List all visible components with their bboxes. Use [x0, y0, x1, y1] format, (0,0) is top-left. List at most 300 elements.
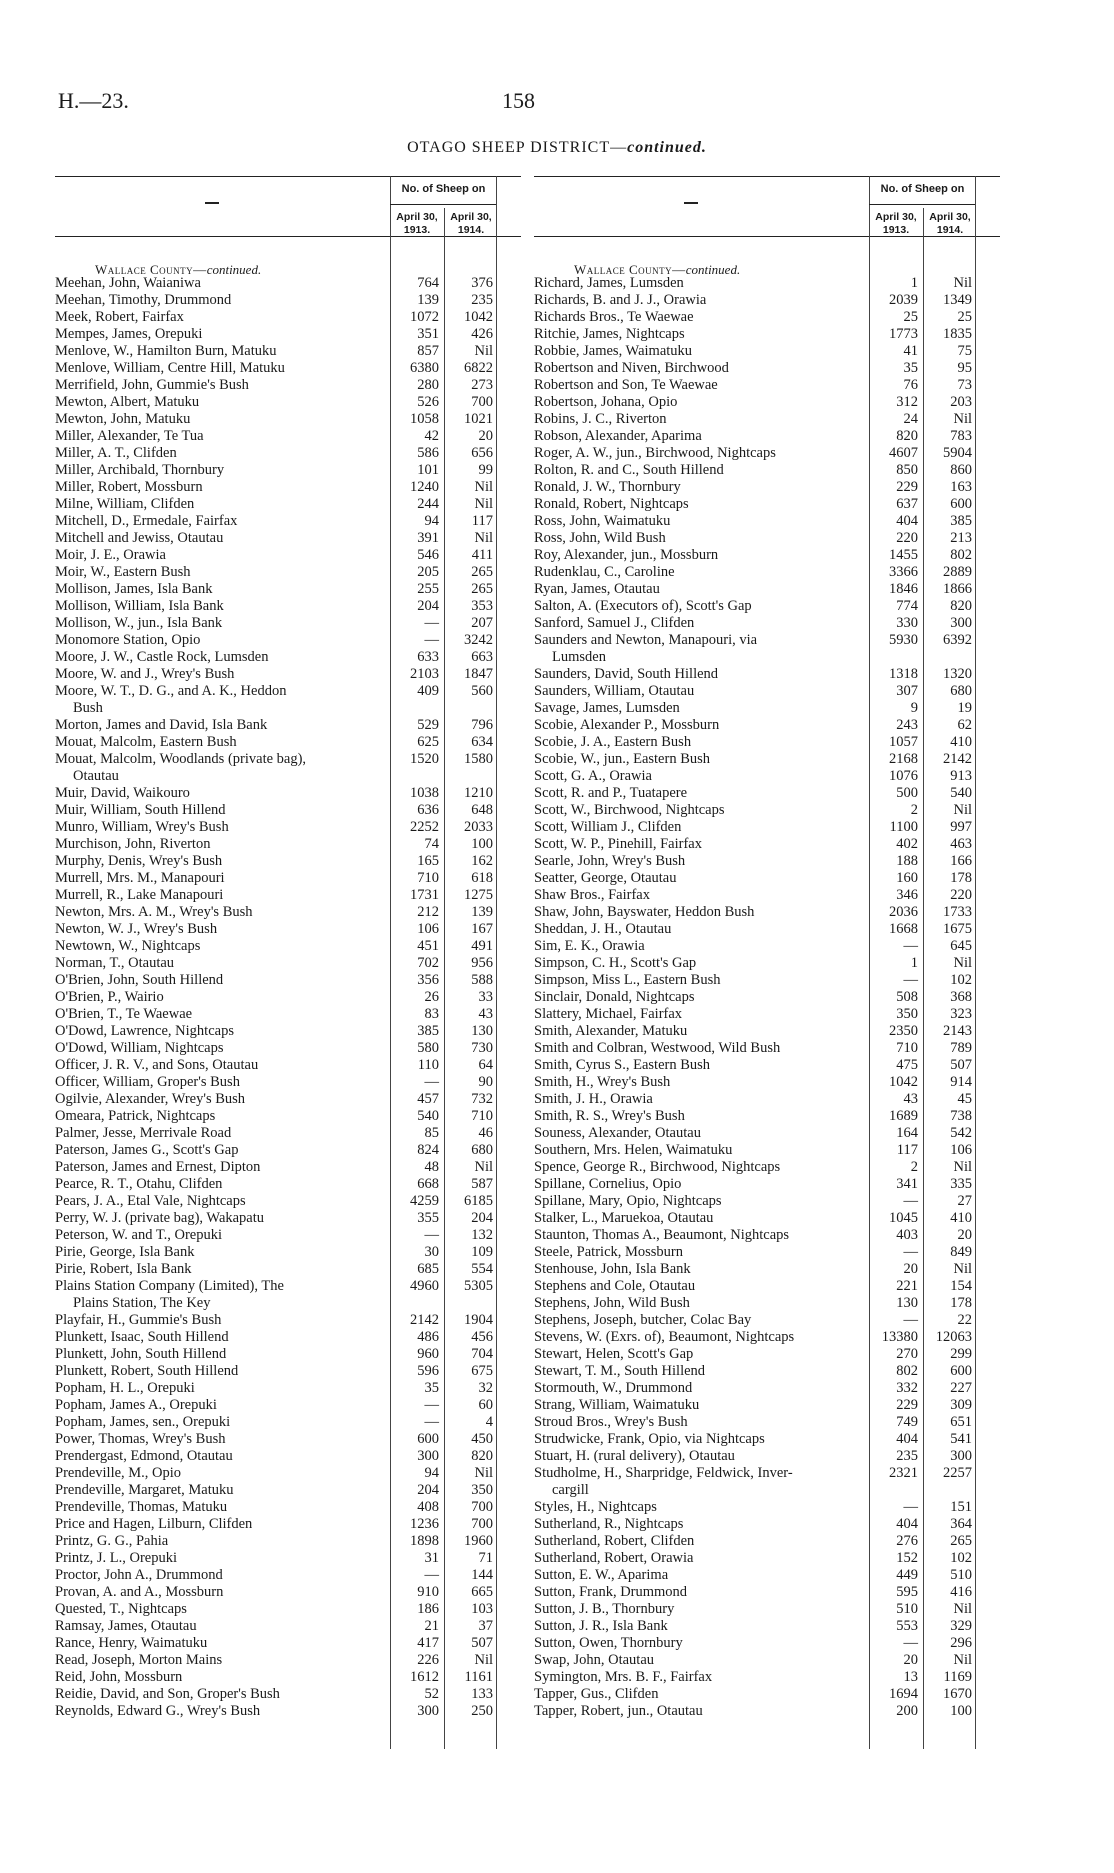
sheep-1914: 166: [950, 853, 972, 869]
owner-name: [55, 904, 377, 921]
sheep-1913: 2036: [889, 904, 918, 920]
owner-name: [55, 1261, 377, 1278]
sheep-1914: 300: [950, 615, 972, 631]
table-row: [55, 1057, 521, 1074]
owner-name: [534, 1142, 856, 1159]
sheep-1914: 507: [471, 1635, 493, 1651]
table-row: [534, 989, 1000, 1006]
owner-name-text: Merrifield, John, Gummie's Bush: [55, 377, 249, 393]
owner-name: [534, 309, 856, 326]
table-row: [534, 768, 1000, 785]
sheep-1913: 20: [903, 1652, 918, 1668]
sheep-1913: 824: [417, 1142, 439, 1158]
sheep-1913: 451: [417, 938, 439, 954]
table-row: [534, 802, 1000, 819]
sheep-1914: 540: [950, 785, 972, 801]
owner-name-text: Moore, W. T., D. G., and A. K., Heddon: [55, 683, 287, 699]
sheep-1914: Nil: [953, 275, 972, 291]
table-row: [55, 1499, 521, 1516]
sheep-1913: 449: [896, 1567, 918, 1583]
table-row: [534, 1703, 1000, 1720]
table-row: [55, 751, 521, 785]
table-row: [55, 1482, 521, 1499]
table-row: [55, 887, 521, 904]
table-row: [55, 1550, 521, 1567]
sheep-1914: 20: [957, 1227, 972, 1243]
sheep-1914: 227: [950, 1380, 972, 1396]
sheep-1914: 491: [471, 938, 493, 954]
owner-name: [534, 513, 856, 530]
owner-name: [55, 1380, 377, 1397]
table-row: [534, 479, 1000, 496]
sheep-1914: 710: [471, 1108, 493, 1124]
table-row: [55, 1686, 521, 1703]
owner-name-text: Smith, Alexander, Matuku: [534, 1023, 688, 1039]
table-row: [534, 1465, 1000, 1499]
table-row: [534, 292, 1000, 309]
owner-name-text: Pears, J. A., Etal Vale, Nightcaps: [55, 1193, 246, 1209]
sheep-1913: 526: [417, 394, 439, 410]
owner-name: [534, 445, 856, 462]
owner-name: [534, 1193, 856, 1210]
owner-name-text: Murphy, Denis, Wrey's Bush: [55, 853, 223, 869]
owner-name: [534, 1516, 856, 1533]
sheep-1914: Nil: [474, 1159, 493, 1175]
owner-name: [55, 1006, 377, 1023]
table-row: [55, 921, 521, 938]
sheep-1914: 385: [950, 513, 972, 529]
sheep-1913: 1: [910, 955, 918, 971]
sheep-1913: 1318: [889, 666, 918, 682]
sheep-1914: 117: [471, 513, 493, 529]
owner-name-text: Mollison, W., jun., Isla Bank: [55, 615, 223, 631]
sheep-1914: 103: [471, 1601, 493, 1617]
owner-name-text: Stephens and Cole, Otautau: [534, 1278, 696, 1294]
owner-name: [534, 836, 856, 853]
sheep-1913: 1898: [410, 1533, 439, 1549]
sheep-1913: 486: [417, 1329, 439, 1345]
owner-name-text: Richards Bros., Te Waewae: [534, 309, 694, 325]
sheep-1914: 463: [950, 836, 972, 852]
sheep-1913: 553: [896, 1618, 918, 1634]
sheep-1913: 35: [424, 1380, 439, 1396]
sheep-1914: 265: [471, 581, 493, 597]
owner-name: [534, 275, 856, 292]
sheep-1914: 90: [478, 1074, 493, 1090]
owner-name: [55, 1159, 377, 1176]
owner-name: [534, 1006, 856, 1023]
sheep-1913: 2321: [889, 1465, 918, 1481]
sheep-1913: 229: [896, 479, 918, 495]
table-row: [534, 955, 1000, 972]
table-row: [534, 1142, 1000, 1159]
owner-name: [534, 1210, 856, 1227]
owner-name-text: Miller, A. T., Clifden: [55, 445, 177, 461]
table-row: [534, 700, 1000, 717]
sheep-1913: 117: [896, 1142, 918, 1158]
sheep-1914: 32: [478, 1380, 493, 1396]
owner-name: [534, 547, 856, 564]
table-row: [534, 411, 1000, 428]
owner-name: [55, 615, 377, 632]
owner-name-text: Morton, James and David, Isla Bank: [55, 717, 268, 733]
owner-name-text: Newtown, W., Nightcaps: [55, 938, 201, 954]
owner-name-text: Sheddan, J. H., Otautau: [534, 921, 672, 937]
section-continued: continued.: [685, 262, 741, 277]
sheep-1914: 139: [471, 904, 493, 920]
table-row: [55, 1312, 521, 1329]
sheep-1913: 457: [417, 1091, 439, 1107]
sheep-1913: 300: [417, 1448, 439, 1464]
owner-name-text: Sutherland, Robert, Clifden: [534, 1533, 695, 1549]
owner-name: [534, 1550, 856, 1567]
owner-name: [55, 938, 377, 955]
sheep-1914: 2142: [943, 751, 972, 767]
owner-name-continuation: Otautau: [73, 768, 119, 784]
sheep-1914: 1847: [464, 666, 493, 682]
sheep-1914: 2143: [943, 1023, 972, 1039]
owner-name-text: O'Brien, P., Wairio: [55, 989, 164, 1005]
owner-name: [534, 785, 856, 802]
sheep-1914: 309: [950, 1397, 972, 1413]
sheep-1914: 1580: [464, 751, 493, 767]
sheep-1914: 1733: [943, 904, 972, 920]
owner-name: [534, 292, 856, 309]
sheep-1914: 299: [950, 1346, 972, 1362]
owner-name-text: Power, Thomas, Wrey's Bush: [55, 1431, 226, 1447]
sheep-1913: —: [424, 632, 439, 648]
owner-name-text: Spillane, Cornelius, Opio: [534, 1176, 682, 1192]
owner-name-text: Scobie, J. A., Eastern Bush: [534, 734, 692, 750]
owner-name: [534, 564, 856, 581]
sheep-1913: 244: [417, 496, 439, 512]
owner-name: [534, 1499, 856, 1516]
sheep-1913: 25: [903, 309, 918, 325]
owner-name-text: Styles, H., Nightcaps: [534, 1499, 657, 1515]
table-row: [55, 1618, 521, 1635]
owner-name-text: Peterson, W. and T., Orepuki: [55, 1227, 222, 1243]
owner-name: [55, 717, 377, 734]
table-row: [534, 870, 1000, 887]
sheep-1913: 101: [417, 462, 439, 478]
sheep-1913: 229: [896, 1397, 918, 1413]
sheep-1914: 675: [471, 1363, 493, 1379]
owner-name-continuation: Plains Station, The Key: [73, 1295, 211, 1311]
owner-name-text: Popham, James A., Orepuki: [55, 1397, 217, 1413]
sheep-1913: 2252: [410, 819, 439, 835]
owner-name: [534, 1652, 856, 1669]
table-row: [55, 1159, 521, 1176]
table-row: [55, 1193, 521, 1210]
owner-name: [55, 1278, 377, 1312]
sheep-1914: 163: [950, 479, 972, 495]
sheep-1914: 250: [471, 1703, 493, 1719]
table-row: [55, 853, 521, 870]
sheep-1913: 4607: [889, 445, 918, 461]
table-row: [534, 1040, 1000, 1057]
owner-name: [55, 309, 377, 326]
owner-name-text: Mollison, William, Isla Bank: [55, 598, 224, 614]
sheep-1913: 586: [417, 445, 439, 461]
table-row: [534, 1431, 1000, 1448]
owner-name-text: Norman, T., Otautau: [55, 955, 175, 971]
sheep-1913: 857: [417, 343, 439, 359]
sheep-1913: 21: [424, 1618, 439, 1634]
sheep-1914: 27: [957, 1193, 972, 1209]
table-row: [55, 1244, 521, 1261]
owner-name-text: Newton, W. J., Wrey's Bush: [55, 921, 218, 937]
table-row: [55, 1023, 521, 1040]
sheep-1913: 1100: [889, 819, 918, 835]
table-row: [534, 1652, 1000, 1669]
owner-name: [55, 1312, 377, 1329]
owner-name: [534, 989, 856, 1006]
owner-name-text: Simpson, Miss L., Eastern Bush: [534, 972, 721, 988]
sheep-1914: Nil: [474, 496, 493, 512]
table-row: [534, 496, 1000, 513]
table-row: [534, 1567, 1000, 1584]
table-row: [534, 377, 1000, 394]
sheep-1913: 276: [896, 1533, 918, 1549]
title-main: OTAGO SHEEP DISTRICT—: [407, 139, 628, 156]
table-row: [534, 921, 1000, 938]
owner-name: [534, 411, 856, 428]
sheep-count-header: No. of Sheep on: [401, 183, 486, 195]
owner-name: [55, 870, 377, 887]
sheep-1914: 335: [950, 1176, 972, 1192]
sheep-header-rule: [869, 204, 975, 205]
owner-name: [55, 394, 377, 411]
owner-name-text: Robins, J. C., Riverton: [534, 411, 667, 427]
table-row: [55, 1703, 521, 1720]
owner-name: [534, 462, 856, 479]
table-row: [55, 819, 521, 836]
table-row: [534, 1227, 1000, 1244]
owner-name: [55, 496, 377, 513]
table-row: [534, 785, 1000, 802]
sheep-1913: 130: [896, 1295, 918, 1311]
sheep-1914: 167: [471, 921, 493, 937]
owner-name-text: O'Dowd, William, Nightcaps: [55, 1040, 224, 1056]
table-row: [534, 428, 1000, 445]
sheep-1914: 456: [471, 1329, 493, 1345]
table-row: [55, 1431, 521, 1448]
sheep-1914: Nil: [474, 479, 493, 495]
sheep-1913: 1038: [410, 785, 439, 801]
owner-name: [534, 1227, 856, 1244]
owner-name-text: Rolton, R. and C., South Hillend: [534, 462, 724, 478]
owner-name: [534, 1057, 856, 1074]
owner-name: [55, 598, 377, 615]
sheep-1913: 749: [896, 1414, 918, 1430]
owner-name: [534, 1346, 856, 1363]
sheep-1914: 71: [478, 1550, 493, 1566]
owner-name-text: O'Brien, T., Te Waewae: [55, 1006, 193, 1022]
table-row: [534, 309, 1000, 326]
table-row: [55, 1465, 521, 1482]
table-row: [55, 666, 521, 683]
table-row: [55, 1108, 521, 1125]
sheep-1913: 595: [896, 1584, 918, 1600]
sheep-1913: 1072: [410, 309, 439, 325]
sheep-1913: 910: [417, 1584, 439, 1600]
owner-name-text: Richards, B. and J. J., Orawia: [534, 292, 707, 308]
table-row: [55, 513, 521, 530]
owner-name-text: Stewart, T. M., South Hillend: [534, 1363, 706, 1379]
owner-name: [534, 496, 856, 513]
owner-name-text: Popham, James, sen., Orepuki: [55, 1414, 231, 1430]
table-row: [534, 1414, 1000, 1431]
owner-name: [55, 1210, 377, 1227]
sheep-1914: 450: [471, 1431, 493, 1447]
owner-name-text: O'Dowd, Lawrence, Nightcaps: [55, 1023, 234, 1039]
owner-name-text: Ross, John, Waimatuku: [534, 513, 671, 529]
sheep-1913: 802: [896, 1363, 918, 1379]
table-row: [55, 955, 521, 972]
owner-name: [55, 1618, 377, 1635]
owner-name-text: Robertson, Johana, Opio: [534, 394, 678, 410]
sheep-1913: 600: [417, 1431, 439, 1447]
owner-name-text: Souness, Alexander, Otautau: [534, 1125, 701, 1141]
sheep-1914: 1675: [943, 921, 972, 937]
table-row: [534, 1669, 1000, 1686]
table-row: [534, 1261, 1000, 1278]
owner-name-text: Pirie, Robert, Isla Bank: [55, 1261, 192, 1277]
sheep-1913: 205: [417, 564, 439, 580]
sheep-1914: 5904: [943, 445, 972, 461]
table-row: [534, 1244, 1000, 1261]
owner-name: [534, 1635, 856, 1652]
table-row: [534, 1057, 1000, 1074]
table-row: [534, 1380, 1000, 1397]
sheep-1914: 265: [950, 1533, 972, 1549]
sheep-1913: 820: [896, 428, 918, 444]
sheep-1913: 94: [424, 1465, 439, 1481]
table-row: [534, 632, 1000, 666]
owner-name-text: Murrell, R., Lake Manapouri: [55, 887, 224, 903]
sheep-1913: 330: [896, 615, 918, 631]
owner-name-text: Sutton, Frank, Drummond: [534, 1584, 688, 1600]
sheep-1914: 1210: [464, 785, 493, 801]
owner-name: [55, 1329, 377, 1346]
sheep-1914: 207: [471, 615, 493, 631]
sheep-1914: 73: [957, 377, 972, 393]
table-row: [55, 1533, 521, 1550]
sheep-1913: 200: [896, 1703, 918, 1719]
sheep-1914: 651: [950, 1414, 972, 1430]
sheep-1914: 849: [950, 1244, 972, 1260]
owner-name: [55, 479, 377, 496]
owner-name-text: Pearce, R. T., Otahu, Clifden: [55, 1176, 223, 1192]
table-row: [55, 734, 521, 751]
owner-name: [534, 632, 856, 666]
sheep-1913: 1045: [889, 1210, 918, 1226]
sheep-1914: 1960: [464, 1533, 493, 1549]
sheep-1913: 204: [417, 598, 439, 614]
sheep-1913: 235: [896, 1448, 918, 1464]
sheep-1914: 704: [471, 1346, 493, 1362]
owner-name-text: Swap, John, Otautau: [534, 1652, 655, 1668]
sheep-1914: 75: [957, 343, 972, 359]
table-row: [534, 853, 1000, 870]
owner-name-text: Sanford, Samuel J., Clifden: [534, 615, 695, 631]
sheep-1913: 3366: [889, 564, 918, 580]
table-row: [55, 1278, 521, 1312]
sheep-1914: 789: [950, 1040, 972, 1056]
owner-name-text: Southern, Mrs. Helen, Waimatuku: [534, 1142, 733, 1158]
table-row: [55, 1176, 521, 1193]
table-row: [55, 632, 521, 649]
sheep-1913: —: [903, 972, 918, 988]
sheep-1914: 296: [950, 1635, 972, 1651]
owner-name: [55, 1482, 377, 1499]
owner-name: [534, 1363, 856, 1380]
owner-name-text: Prendeville, Margaret, Matuku: [55, 1482, 234, 1498]
owner-name-text: Read, Joseph, Morton Mains: [55, 1652, 223, 1668]
owner-name-text: Ryan, James, Otautau: [534, 581, 660, 597]
owner-name-text: Symington, Mrs. B. F., Fairfax: [534, 1669, 713, 1685]
owner-name: [534, 1295, 856, 1312]
table-row: [55, 394, 521, 411]
owner-name-text: Smith, R. S., Wrey's Bush: [534, 1108, 685, 1124]
table-row: [534, 683, 1000, 700]
sheep-1913: 402: [896, 836, 918, 852]
sheep-1913: 1694: [889, 1686, 918, 1702]
owner-name-text: Strudwicke, Frank, Opio, via Nightcaps: [534, 1431, 765, 1447]
owner-name-text: Shaw, John, Bayswater, Heddon Bush: [534, 904, 755, 920]
owner-name: [55, 1142, 377, 1159]
sheep-1913: 204: [417, 1482, 439, 1498]
sheep-1913: 1240: [410, 479, 439, 495]
table-row: [534, 1686, 1000, 1703]
table-row: [55, 1040, 521, 1057]
owner-name-continuation: cargill: [552, 1482, 589, 1498]
sheep-1914: 154: [950, 1278, 972, 1294]
sheep-1913: 186: [417, 1601, 439, 1617]
owner-name-text: Miller, Robert, Mossburn: [55, 479, 203, 495]
owner-name: [55, 1397, 377, 1414]
owner-name: [534, 1108, 856, 1125]
table-row: [55, 683, 521, 717]
sheep-1913: —: [903, 1635, 918, 1651]
owner-name-text: Rance, Henry, Waimatuku: [55, 1635, 208, 1651]
owner-name: [534, 853, 856, 870]
sheep-1914: 860: [950, 462, 972, 478]
owner-name-text: Salton, A. (Executors of), Scott's Gap: [534, 598, 752, 614]
sheep-1914: 151: [950, 1499, 972, 1515]
sheep-1913: 31: [424, 1550, 439, 1566]
sheep-1914: 144: [471, 1567, 493, 1583]
owner-name: [534, 819, 856, 836]
sheep-1914: 102: [950, 1550, 972, 1566]
sheep-1913: 164: [896, 1125, 918, 1141]
sheep-1914: 542: [950, 1125, 972, 1141]
owner-name-text: Sinclair, Donald, Nightcaps: [534, 989, 695, 1005]
table-row: [55, 1074, 521, 1091]
sheep-1913: 2: [910, 1159, 918, 1175]
table-row: [55, 1261, 521, 1278]
owner-name: [55, 1567, 377, 1584]
sheep-1914: 796: [471, 717, 493, 733]
owner-name: [55, 1635, 377, 1652]
owner-name-text: Stalker, L., Maruekoa, Otautau: [534, 1210, 714, 1226]
owner-name: [534, 1465, 856, 1499]
sheep-1914: 1169: [943, 1669, 972, 1685]
table-row: [534, 938, 1000, 955]
sheep-1914: 587: [471, 1176, 493, 1192]
owner-name-text: Moore, J. W., Castle Rock, Lumsden: [55, 649, 269, 665]
sheep-1914: Nil: [953, 955, 972, 971]
